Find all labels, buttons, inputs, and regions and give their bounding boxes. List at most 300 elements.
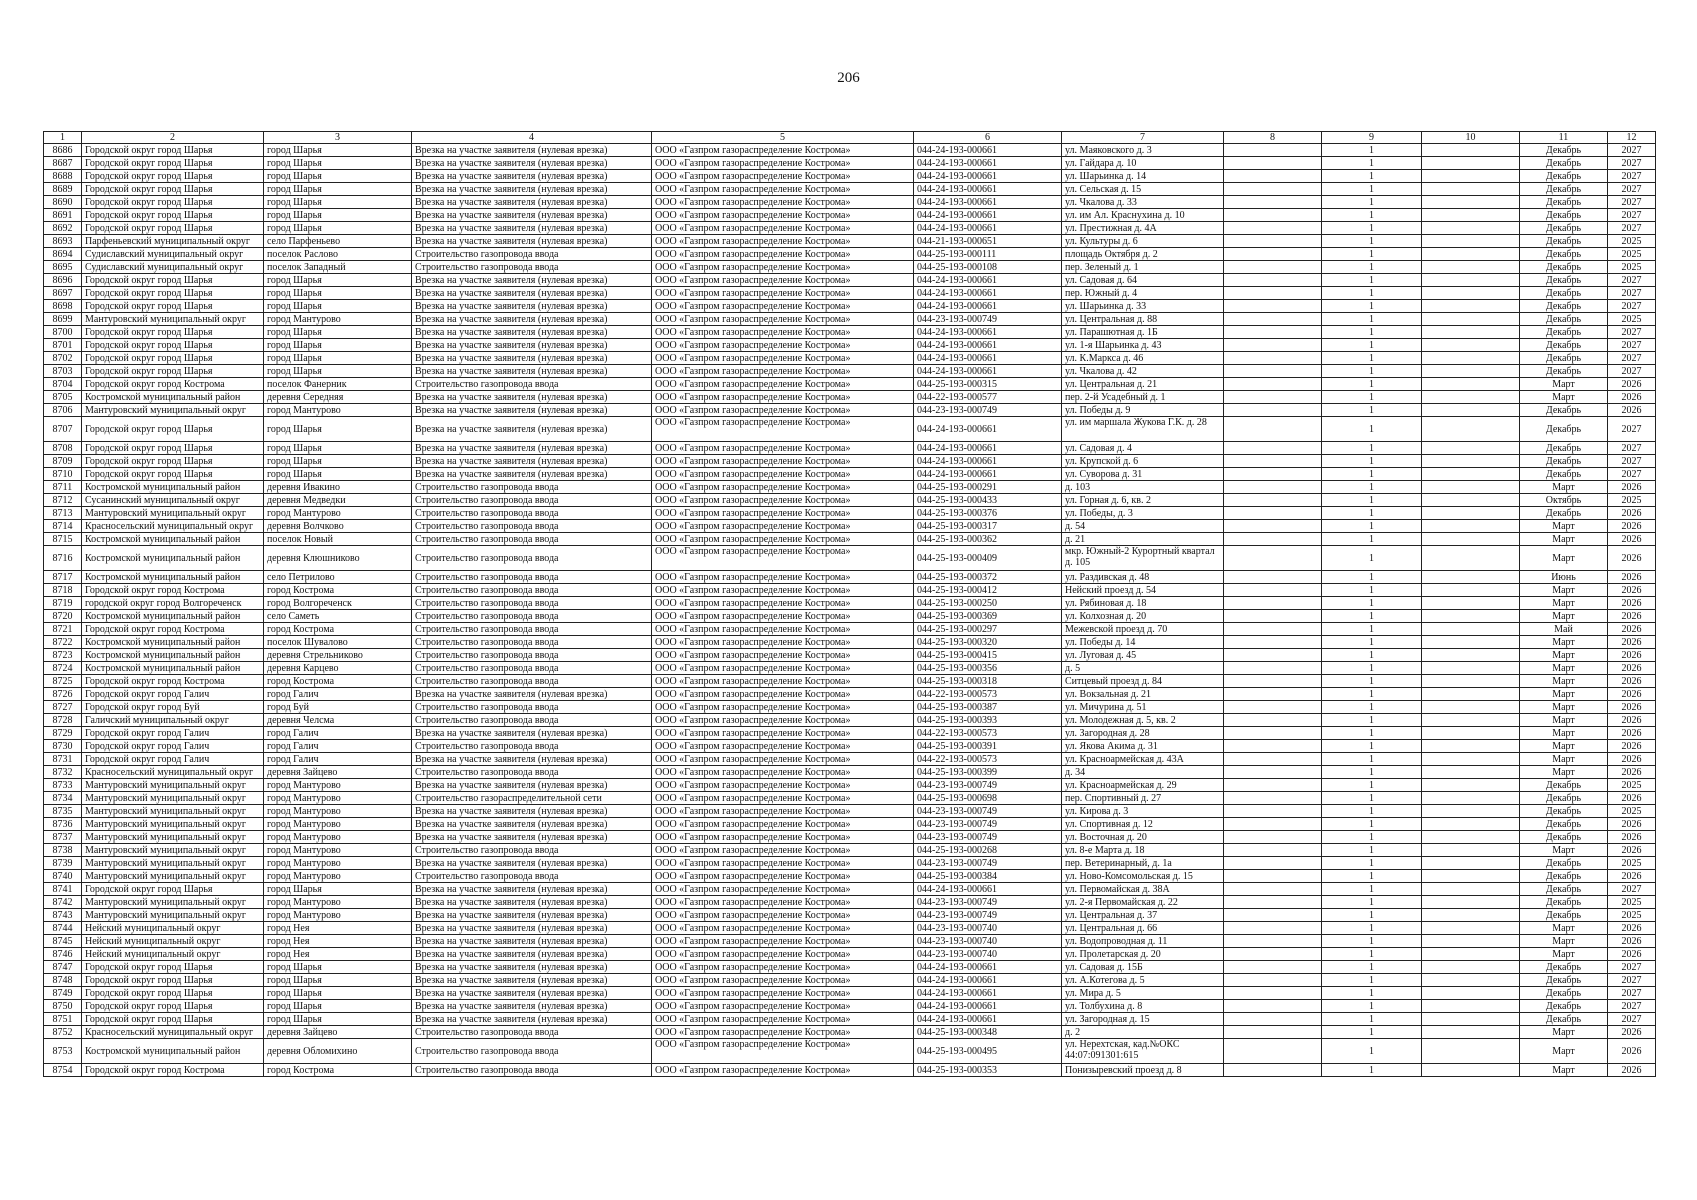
table-row xyxy=(44,818,1656,831)
quantity-cell: 1 xyxy=(1322,675,1422,688)
quantity-cell: 1 xyxy=(1322,520,1422,533)
year-cell: 2025 xyxy=(1608,857,1656,870)
municipality-cell: Костромской муниципальный район xyxy=(82,610,264,623)
month-cell: Декабрь xyxy=(1520,261,1608,274)
row-number: 8731 xyxy=(44,753,82,766)
quantity-cell: 1 xyxy=(1322,597,1422,610)
municipality-cell: Городской округ город Шарья xyxy=(82,883,264,896)
month-cell: Март xyxy=(1520,378,1608,391)
address-cell: д. 5 xyxy=(1062,662,1224,675)
municipality-cell: Городской округ город Шарья xyxy=(82,287,264,300)
organization-cell: ООО «Газпром газораспределение Кострома» xyxy=(652,196,914,209)
quantity-cell: 1 xyxy=(1322,623,1422,636)
municipality-cell: Костромской муниципальный район xyxy=(82,649,264,662)
table-row xyxy=(44,883,1656,896)
column-8-cell xyxy=(1224,1000,1322,1013)
table-row xyxy=(44,636,1656,649)
row-number: 8716 xyxy=(44,546,82,571)
column-header: 7 xyxy=(1062,132,1224,144)
row-number: 8717 xyxy=(44,571,82,584)
table-row xyxy=(44,584,1656,597)
table-row xyxy=(44,714,1656,727)
table-row xyxy=(44,1064,1656,1077)
address-cell: ул. 2-я Первомайская д. 22 xyxy=(1062,896,1224,909)
program-code-cell: 044-24-193-000661 xyxy=(914,183,1062,196)
organization-cell: ООО «Газпром газораспределение Кострома» xyxy=(652,584,914,597)
column-10-cell xyxy=(1422,753,1520,766)
year-cell: 2025 xyxy=(1608,805,1656,818)
address-cell: ул. Рябиновая д. 18 xyxy=(1062,597,1224,610)
column-10-cell xyxy=(1422,727,1520,740)
work-type-cell: Строительство газопровода ввода xyxy=(412,870,652,883)
column-header: 12 xyxy=(1608,132,1656,144)
table-row xyxy=(44,597,1656,610)
municipality-cell: Городской округ город Шарья xyxy=(82,183,264,196)
municipality-cell: Городской округ город Шарья xyxy=(82,1000,264,1013)
municipality-cell: Городской округ город Шарья xyxy=(82,196,264,209)
program-code-cell: 044-25-193-000393 xyxy=(914,714,1062,727)
address-cell: ул. Загородная д. 28 xyxy=(1062,727,1224,740)
column-10-cell xyxy=(1422,546,1520,571)
municipality-cell: Городской округ город Кострома xyxy=(82,1064,264,1077)
work-type-cell: Врезка на участке заявителя (нулевая врезка) xyxy=(412,313,652,326)
row-number: 8745 xyxy=(44,935,82,948)
month-cell: Декабрь xyxy=(1520,507,1608,520)
program-code-cell: 044-24-193-000661 xyxy=(914,442,1062,455)
column-8-cell xyxy=(1224,533,1322,546)
row-number: 8735 xyxy=(44,805,82,818)
program-code-cell: 044-25-193-000369 xyxy=(914,610,1062,623)
month-cell: Декабрь xyxy=(1520,222,1608,235)
quantity-cell: 1 xyxy=(1322,701,1422,714)
address-cell: ул. Гайдара д. 10 xyxy=(1062,157,1224,170)
column-10-cell xyxy=(1422,1013,1520,1026)
column-8-cell xyxy=(1224,584,1322,597)
organization-cell: ООО «Газпром газораспределение Кострома» xyxy=(652,870,914,883)
address-cell: ул. Победы д. 14 xyxy=(1062,636,1224,649)
row-number: 8688 xyxy=(44,170,82,183)
organization-cell: ООО «Газпром газораспределение Кострома» xyxy=(652,675,914,688)
municipality-cell: Городской округ город Шарья xyxy=(82,974,264,987)
locality-cell: город Мантурово xyxy=(264,909,412,922)
quantity-cell: 1 xyxy=(1322,533,1422,546)
table-row xyxy=(44,287,1656,300)
work-type-cell: Строительство газопровода ввода xyxy=(412,597,652,610)
organization-cell: ООО «Газпром газораспределение Кострома» xyxy=(652,805,914,818)
row-number: 8710 xyxy=(44,468,82,481)
column-10-cell xyxy=(1422,623,1520,636)
address-cell: ул. Центральная д. 21 xyxy=(1062,378,1224,391)
row-number: 8741 xyxy=(44,883,82,896)
year-cell: 2026 xyxy=(1608,584,1656,597)
month-cell: Декабрь xyxy=(1520,792,1608,805)
column-header: 5 xyxy=(652,132,914,144)
address-cell: Понизыревский проезд д. 8 xyxy=(1062,1064,1224,1077)
year-cell: 2026 xyxy=(1608,378,1656,391)
row-number: 8750 xyxy=(44,1000,82,1013)
row-number: 8718 xyxy=(44,584,82,597)
table-row xyxy=(44,688,1656,701)
column-number-row xyxy=(44,132,1656,144)
row-number: 8725 xyxy=(44,675,82,688)
program-code-cell: 044-25-193-000391 xyxy=(914,740,1062,753)
municipality-cell: Городской округ город Шарья xyxy=(82,352,264,365)
quantity-cell: 1 xyxy=(1322,870,1422,883)
quantity-cell: 1 xyxy=(1322,779,1422,792)
organization-cell: ООО «Газпром газораспределение Кострома» xyxy=(652,909,914,922)
address-cell: мкр. Южный-2 Курортный квартал д. 105 xyxy=(1062,546,1224,571)
work-type-cell: Врезка на участке заявителя (нулевая врезка) xyxy=(412,948,652,961)
locality-cell: город Мантурово xyxy=(264,831,412,844)
municipality-cell: Городской округ город Шарья xyxy=(82,326,264,339)
column-10-cell xyxy=(1422,610,1520,623)
locality-cell: город Шарья xyxy=(264,170,412,183)
quantity-cell: 1 xyxy=(1322,287,1422,300)
column-8-cell xyxy=(1224,896,1322,909)
locality-cell: город Шарья xyxy=(264,961,412,974)
year-cell: 2027 xyxy=(1608,300,1656,313)
column-8-cell xyxy=(1224,610,1322,623)
organization-cell: ООО «Газпром газораспределение Кострома» xyxy=(652,974,914,987)
row-number: 8748 xyxy=(44,974,82,987)
column-header: 1 xyxy=(44,132,82,144)
organization-cell: ООО «Газпром газораспределение Кострома» xyxy=(652,248,914,261)
organization-cell: ООО «Газпром газораспределение Кострома» xyxy=(652,740,914,753)
month-cell: Декабрь xyxy=(1520,961,1608,974)
row-number: 8723 xyxy=(44,649,82,662)
locality-cell: село Петрилово xyxy=(264,571,412,584)
program-code-cell: 044-23-193-000749 xyxy=(914,896,1062,909)
table-row xyxy=(44,831,1656,844)
municipality-cell: Городской округ город Галич xyxy=(82,740,264,753)
table-row xyxy=(44,1013,1656,1026)
organization-cell: ООО «Газпром газораспределение Кострома» xyxy=(652,157,914,170)
locality-cell: город Мантурово xyxy=(264,857,412,870)
year-cell: 2027 xyxy=(1608,157,1656,170)
address-cell: ул. Кирова д. 3 xyxy=(1062,805,1224,818)
work-type-cell: Врезка на участке заявителя (нулевая врезка) xyxy=(412,831,652,844)
quantity-cell: 1 xyxy=(1322,455,1422,468)
address-cell: ул. Маяковского д. 3 xyxy=(1062,144,1224,157)
organization-cell: ООО «Газпром газораспределение Кострома» xyxy=(652,1039,914,1064)
locality-cell: поселок Раслово xyxy=(264,248,412,261)
column-10-cell xyxy=(1422,455,1520,468)
address-cell: ул. Мира д. 5 xyxy=(1062,987,1224,1000)
municipality-cell: Костромской муниципальный район xyxy=(82,571,264,584)
year-cell: 2025 xyxy=(1608,494,1656,507)
table-row xyxy=(44,261,1656,274)
table-row xyxy=(44,961,1656,974)
address-cell: ул. Пролетарская д. 20 xyxy=(1062,948,1224,961)
work-type-cell: Врезка на участке заявителя (нулевая врезка) xyxy=(412,987,652,1000)
work-type-cell: Строительство газопровода ввода xyxy=(412,571,652,584)
year-cell: 2026 xyxy=(1608,688,1656,701)
program-code-cell: 044-23-193-000749 xyxy=(914,818,1062,831)
municipality-cell: Городской округ город Шарья xyxy=(82,961,264,974)
month-cell: Декабрь xyxy=(1520,183,1608,196)
work-type-cell: Врезка на участке заявителя (нулевая врезка) xyxy=(412,468,652,481)
organization-cell: ООО «Газпром газораспределение Кострома» xyxy=(652,468,914,481)
work-type-cell: Врезка на участке заявителя (нулевая врезка) xyxy=(412,417,652,442)
month-cell: Декабрь xyxy=(1520,987,1608,1000)
year-cell: 2026 xyxy=(1608,753,1656,766)
work-type-cell: Врезка на участке заявителя (нулевая врезка) xyxy=(412,404,652,417)
organization-cell: ООО «Газпром газораспределение Кострома» xyxy=(652,792,914,805)
column-10-cell xyxy=(1422,649,1520,662)
organization-cell: ООО «Газпром газораспределение Кострома» xyxy=(652,636,914,649)
column-10-cell xyxy=(1422,235,1520,248)
work-type-cell: Строительство газопровода ввода xyxy=(412,1026,652,1039)
year-cell: 2027 xyxy=(1608,1013,1656,1026)
column-8-cell xyxy=(1224,222,1322,235)
work-type-cell: Строительство газопровода ввода xyxy=(412,520,652,533)
work-type-cell: Врезка на участке заявителя (нулевая врезка) xyxy=(412,352,652,365)
organization-cell: ООО «Газпром газораспределение Кострома» xyxy=(652,352,914,365)
work-type-cell: Врезка на участке заявителя (нулевая врезка) xyxy=(412,961,652,974)
organization-cell: ООО «Газпром газораспределение Кострома» xyxy=(652,300,914,313)
column-10-cell xyxy=(1422,313,1520,326)
work-type-cell: Врезка на участке заявителя (нулевая врезка) xyxy=(412,922,652,935)
year-cell: 2026 xyxy=(1608,675,1656,688)
program-code-cell: 044-23-193-000749 xyxy=(914,857,1062,870)
program-code-cell: 044-25-193-000108 xyxy=(914,261,1062,274)
column-8-cell xyxy=(1224,779,1322,792)
municipality-cell: Судиславский муниципальный округ xyxy=(82,248,264,261)
year-cell: 2027 xyxy=(1608,974,1656,987)
work-type-cell: Строительство газопровода ввода xyxy=(412,533,652,546)
work-type-cell: Врезка на участке заявителя (нулевая врезка) xyxy=(412,365,652,378)
table-row xyxy=(44,649,1656,662)
month-cell: Март xyxy=(1520,688,1608,701)
locality-cell: город Нея xyxy=(264,948,412,961)
month-cell: Декабрь xyxy=(1520,274,1608,287)
table-row xyxy=(44,313,1656,326)
row-number: 8687 xyxy=(44,157,82,170)
quantity-cell: 1 xyxy=(1322,948,1422,961)
quantity-cell: 1 xyxy=(1322,300,1422,313)
column-10-cell xyxy=(1422,404,1520,417)
program-code-cell: 044-23-193-000740 xyxy=(914,922,1062,935)
table-row xyxy=(44,417,1656,442)
column-10-cell xyxy=(1422,196,1520,209)
work-type-cell: Врезка на участке заявителя (нулевая врезка) xyxy=(412,287,652,300)
locality-cell: поселок Новый xyxy=(264,533,412,546)
table-row xyxy=(44,896,1656,909)
row-number: 8742 xyxy=(44,896,82,909)
quantity-cell: 1 xyxy=(1322,584,1422,597)
column-10-cell xyxy=(1422,1039,1520,1064)
municipality-cell: Городской округ город Кострома xyxy=(82,584,264,597)
year-cell: 2026 xyxy=(1608,649,1656,662)
organization-cell: ООО «Газпром газораспределение Кострома» xyxy=(652,442,914,455)
table-row xyxy=(44,870,1656,883)
column-10-cell xyxy=(1422,688,1520,701)
month-cell: Март xyxy=(1520,481,1608,494)
month-cell: Декабрь xyxy=(1520,170,1608,183)
organization-cell: ООО «Газпром газораспределение Кострома» xyxy=(652,649,914,662)
locality-cell: деревня Середняя xyxy=(264,391,412,404)
organization-cell: ООО «Газпром газораспределение Кострома» xyxy=(652,571,914,584)
column-8-cell xyxy=(1224,248,1322,261)
table-row xyxy=(44,1000,1656,1013)
table-row xyxy=(44,157,1656,170)
locality-cell: деревня Стрельниково xyxy=(264,649,412,662)
column-10-cell xyxy=(1422,170,1520,183)
column-10-cell xyxy=(1422,766,1520,779)
column-10-cell xyxy=(1422,287,1520,300)
column-8-cell xyxy=(1224,352,1322,365)
month-cell: Октябрь xyxy=(1520,494,1608,507)
column-10-cell xyxy=(1422,1000,1520,1013)
locality-cell: город Шарья xyxy=(264,144,412,157)
column-10-cell xyxy=(1422,326,1520,339)
month-cell: Декабрь xyxy=(1520,857,1608,870)
address-cell: ул. А.Котегова д. 5 xyxy=(1062,974,1224,987)
work-type-cell: Строительство газопровода ввода xyxy=(412,636,652,649)
column-10-cell xyxy=(1422,818,1520,831)
program-code-cell: 044-22-193-000573 xyxy=(914,688,1062,701)
municipality-cell: Городской округ город Шарья xyxy=(82,987,264,1000)
month-cell: Декабрь xyxy=(1520,883,1608,896)
municipality-cell: Мантуровский муниципальный округ xyxy=(82,844,264,857)
work-type-cell: Строительство газопровода ввода xyxy=(412,1064,652,1077)
column-8-cell xyxy=(1224,520,1322,533)
locality-cell: город Шарья xyxy=(264,1000,412,1013)
month-cell: Март xyxy=(1520,766,1608,779)
row-number: 8753 xyxy=(44,1039,82,1064)
column-10-cell xyxy=(1422,987,1520,1000)
table-row xyxy=(44,571,1656,584)
work-type-cell: Врезка на участке заявителя (нулевая врезка) xyxy=(412,391,652,404)
municipality-cell: Сусанинский муниципальный округ xyxy=(82,494,264,507)
column-8-cell xyxy=(1224,727,1322,740)
month-cell: Июнь xyxy=(1520,571,1608,584)
column-10-cell xyxy=(1422,961,1520,974)
locality-cell: город Шарья xyxy=(264,274,412,287)
municipality-cell: Городской округ город Шарья xyxy=(82,209,264,222)
column-10-cell xyxy=(1422,417,1520,442)
year-cell: 2026 xyxy=(1608,662,1656,675)
row-number: 8691 xyxy=(44,209,82,222)
column-10-cell xyxy=(1422,183,1520,196)
column-8-cell xyxy=(1224,1026,1322,1039)
address-cell: ул. Победы, д. 3 xyxy=(1062,507,1224,520)
program-code-cell: 044-24-193-000661 xyxy=(914,196,1062,209)
year-cell: 2025 xyxy=(1608,261,1656,274)
locality-cell: город Шарья xyxy=(264,974,412,987)
year-cell: 2025 xyxy=(1608,779,1656,792)
column-10-cell xyxy=(1422,792,1520,805)
locality-cell: поселок Западный xyxy=(264,261,412,274)
table-row xyxy=(44,507,1656,520)
program-code-cell: 044-24-193-000661 xyxy=(914,961,1062,974)
month-cell: Март xyxy=(1520,391,1608,404)
organization-cell: ООО «Газпром газораспределение Кострома» xyxy=(652,701,914,714)
row-number: 8720 xyxy=(44,610,82,623)
municipality-cell: Красносельский муниципальный округ xyxy=(82,1026,264,1039)
column-8-cell xyxy=(1224,662,1322,675)
address-cell: ул. Красноармейская д. 29 xyxy=(1062,779,1224,792)
work-type-cell: Врезка на участке заявителя (нулевая врезка) xyxy=(412,1013,652,1026)
program-code-cell: 044-25-193-000353 xyxy=(914,1064,1062,1077)
column-8-cell xyxy=(1224,235,1322,248)
table-row xyxy=(44,235,1656,248)
municipality-cell: Городской округ город Галич xyxy=(82,753,264,766)
row-number: 8689 xyxy=(44,183,82,196)
table-row xyxy=(44,779,1656,792)
column-10-cell xyxy=(1422,378,1520,391)
organization-cell: ООО «Газпром газораспределение Кострома» xyxy=(652,481,914,494)
month-cell: Декабрь xyxy=(1520,196,1608,209)
month-cell: Декабрь xyxy=(1520,870,1608,883)
organization-cell: ООО «Газпром газораспределение Кострома» xyxy=(652,274,914,287)
column-8-cell xyxy=(1224,546,1322,571)
program-code-cell: 044-23-193-000740 xyxy=(914,948,1062,961)
municipality-cell: Мантуровский муниципальный округ xyxy=(82,805,264,818)
column-10-cell xyxy=(1422,974,1520,987)
locality-cell: город Галич xyxy=(264,740,412,753)
row-number: 8729 xyxy=(44,727,82,740)
table-row xyxy=(44,520,1656,533)
column-10-cell xyxy=(1422,805,1520,818)
year-cell: 2026 xyxy=(1608,701,1656,714)
locality-cell: город Шарья xyxy=(264,417,412,442)
quantity-cell: 1 xyxy=(1322,391,1422,404)
program-code-cell: 044-23-193-000749 xyxy=(914,313,1062,326)
address-cell: ул. Первомайская д. 38А xyxy=(1062,883,1224,896)
municipality-cell: Городской округ город Буй xyxy=(82,701,264,714)
quantity-cell: 1 xyxy=(1322,935,1422,948)
work-type-cell: Строительство газопровода ввода xyxy=(412,701,652,714)
address-cell: ул. Парашютная д. 1Б xyxy=(1062,326,1224,339)
locality-cell: деревня Зайцево xyxy=(264,766,412,779)
program-code-cell: 044-25-193-000376 xyxy=(914,507,1062,520)
month-cell: Март xyxy=(1520,546,1608,571)
table-row xyxy=(44,766,1656,779)
column-10-cell xyxy=(1422,714,1520,727)
column-8-cell xyxy=(1224,209,1322,222)
locality-cell: город Галич xyxy=(264,727,412,740)
address-cell: пер. 2-й Усадебный д. 1 xyxy=(1062,391,1224,404)
year-cell: 2027 xyxy=(1608,442,1656,455)
table-row xyxy=(44,481,1656,494)
program-code-cell: 044-23-193-000740 xyxy=(914,935,1062,948)
column-8-cell xyxy=(1224,740,1322,753)
month-cell: Декабрь xyxy=(1520,404,1608,417)
address-cell: ул. Горная д. 6, кв. 2 xyxy=(1062,494,1224,507)
month-cell: Декабрь xyxy=(1520,157,1608,170)
year-cell: 2026 xyxy=(1608,404,1656,417)
municipality-cell: Нейский муниципальный округ xyxy=(82,935,264,948)
column-8-cell xyxy=(1224,196,1322,209)
quantity-cell: 1 xyxy=(1322,857,1422,870)
quantity-cell: 1 xyxy=(1322,365,1422,378)
work-type-cell: Строительство газопровода ввода xyxy=(412,248,652,261)
column-8-cell xyxy=(1224,831,1322,844)
address-cell: ул. Чкалова д. 42 xyxy=(1062,365,1224,378)
program-code-cell: 044-23-193-000749 xyxy=(914,805,1062,818)
municipality-cell: Городской округ город Шарья xyxy=(82,222,264,235)
year-cell: 2026 xyxy=(1608,818,1656,831)
organization-cell: ООО «Газпром газораспределение Кострома» xyxy=(652,714,914,727)
year-cell: 2025 xyxy=(1608,313,1656,326)
locality-cell: деревня Челсма xyxy=(264,714,412,727)
table-row xyxy=(44,740,1656,753)
locality-cell: город Мантурово xyxy=(264,870,412,883)
table-row xyxy=(44,404,1656,417)
column-10-cell xyxy=(1422,779,1520,792)
municipality-cell: Нейский муниципальный округ xyxy=(82,948,264,961)
